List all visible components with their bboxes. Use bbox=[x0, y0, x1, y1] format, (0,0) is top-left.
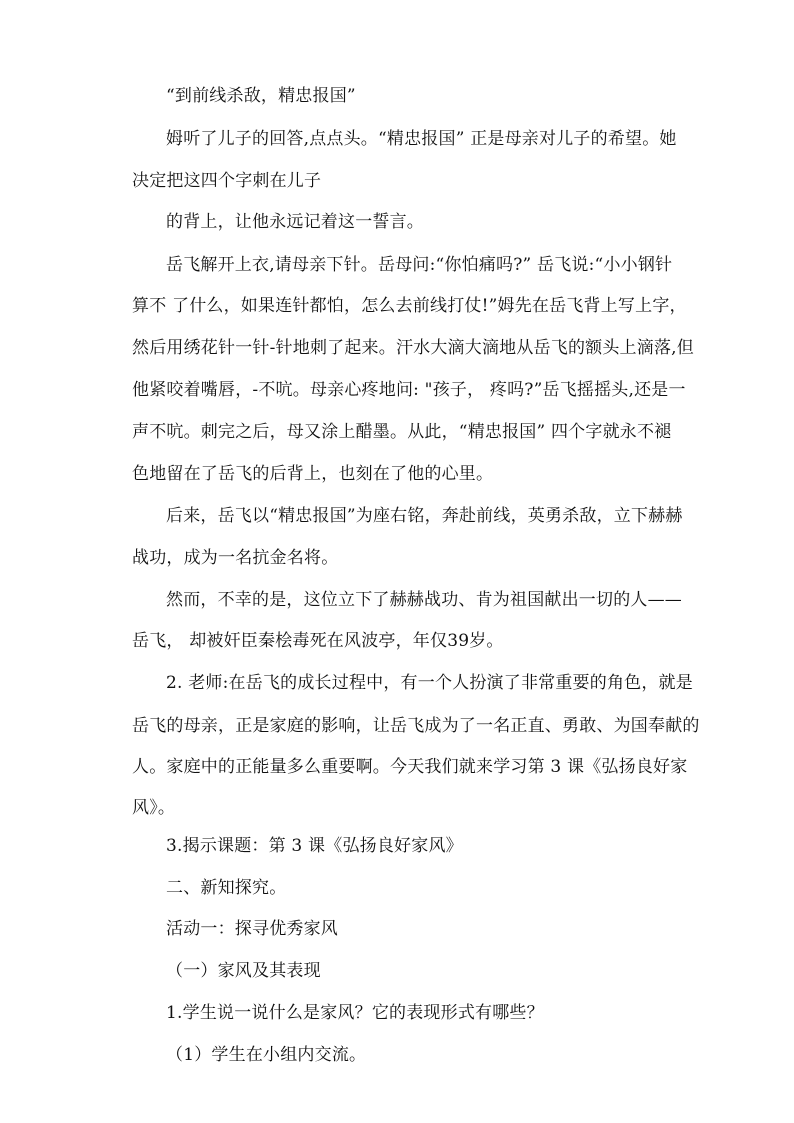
text-line: 岳飞， 却被奸臣秦桧毒死在风波亭，年仅39岁。 bbox=[132, 631, 504, 651]
text-line: “到前线杀敌，精忠报国” bbox=[166, 86, 356, 106]
text-line: 姆听了儿子的回答,点点头。“精忠报国” 正是母亲对儿子的希望。她 bbox=[166, 129, 677, 149]
text-line: 2. 老师:在岳飞的成长过程中，有一个人扮演了非常重要的角色，就是 bbox=[166, 673, 693, 693]
text-line: 岳飞解开上衣,请母亲下针。岳母问:“你怕痛吗?” 岳飞说:“小小钢针 bbox=[166, 255, 673, 275]
text-line: 人。家庭中的正能量多么重要啊。今天我们就来学习第 3 课《弘扬良好家 bbox=[132, 757, 688, 777]
text-line: 风》。 bbox=[132, 798, 176, 818]
text-line: 后来，岳飞以“精忠报国”为座右铭，奔赴前线，英勇杀敌，立下赫赫 bbox=[166, 506, 683, 526]
text-line: 声不吭。刺完之后，母又涂上醋墨。从此，“精忠报国” 四个字就永不褪 bbox=[132, 422, 672, 442]
text-line: 决定把这四个字刺在儿子 bbox=[132, 171, 322, 191]
text-line: 算不 了什么，如果连针都怕，怎么去前线打仗!”姆先在岳飞背上写上字， bbox=[132, 296, 687, 316]
text-line: 1.学生说一说什么是家风？它的表现形式有哪些？ bbox=[166, 1003, 544, 1023]
text-line: 他紧咬着嘴唇，-不吭。母亲心疼地问: "孩子， 疼吗?”岳飞摇摇头,还是一 bbox=[132, 380, 686, 400]
text-line: 色地留在了岳飞的后背上，也刻在了他的心里。 bbox=[132, 464, 494, 484]
text-line: （1）学生在小组内交流。 bbox=[166, 1045, 367, 1065]
subsection-heading: （一）家风及其表现 bbox=[166, 961, 321, 981]
section-heading: 二、新知探究。 bbox=[166, 878, 287, 898]
text-line: 岳飞的母亲，正是家庭的影响，让岳飞成为了一名正直、勇敢、为国奉献的 bbox=[132, 716, 700, 736]
text-line: 的背上，让他永远记着这一誓言。 bbox=[166, 212, 424, 232]
text-line: 然后用绣花针一针-针地刺了起来。汗水大滴大滴地从岳飞的额头上滴落,但 bbox=[132, 338, 694, 358]
text-line: 战功，成为一名抗金名将。 bbox=[132, 548, 339, 568]
activity-heading: 活动一：探寻优秀家风 bbox=[166, 919, 338, 939]
text-line: 然而，不幸的是，这位立下了赫赫战功、肯为祖国献出一切的人—— bbox=[166, 590, 682, 610]
text-line: 3.揭示课题：第 3 课《弘扬良好家风》 bbox=[166, 836, 463, 856]
